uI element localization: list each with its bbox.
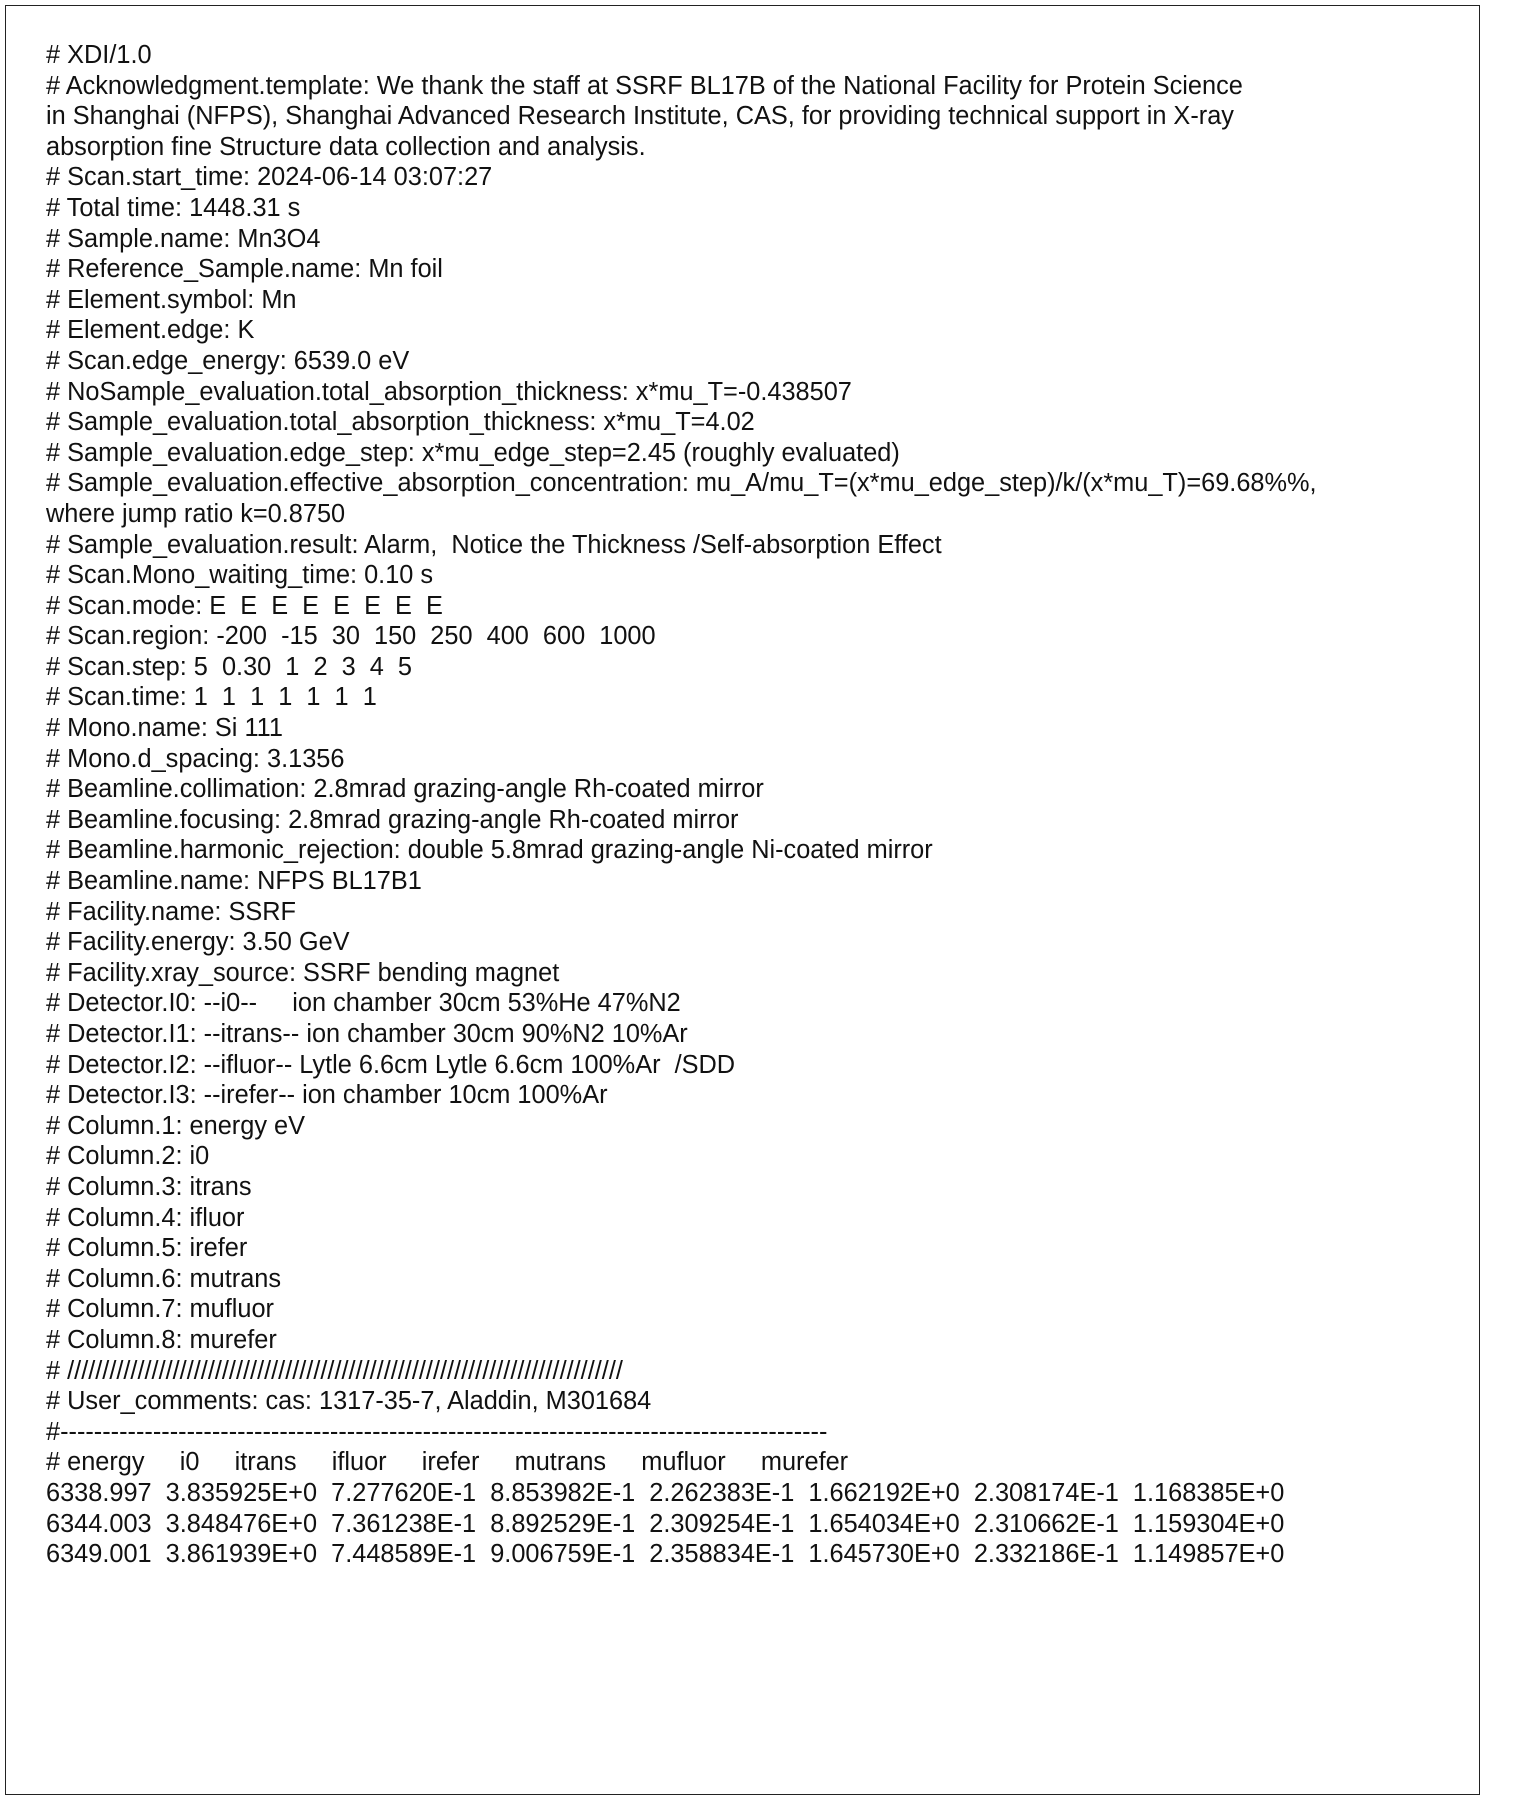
text-line: # energy i0 itrans ifluor irefer mutrans mufluor murefer — [46, 1448, 849, 1477]
text-line: 6349.001 3.861939E+0 7.448589E-1 9.006759E-1 2.358834E-1 1.645730E+0 2.332186E-1 1.149857E+0 — [46, 1540, 1285, 1569]
text-line: # Column.4: ifluor — [46, 1203, 245, 1232]
text-line: # Sample.name: Mn3O4 — [46, 224, 321, 253]
text-line: # Mono.name: Si 111 — [46, 714, 283, 743]
text-line: #------------------------------------------------------------------------------------------- — [46, 1417, 828, 1446]
text-line: # User_comments: cas: 1317-35-7, Aladdin, M301684 — [46, 1387, 652, 1416]
text-line: # Element.symbol: Mn — [46, 285, 297, 314]
text-line: # /////////////////////////////////////////////////////////////////////////////// — [46, 1356, 623, 1385]
text-line: # Scan.start_time: 2024-06-14 03:07:27 — [46, 163, 493, 192]
text-line: # Beamline.collimation: 2.8mrad grazing-angle Rh-coated mirror — [46, 775, 764, 804]
text-line: # XDI/1.0 — [46, 41, 152, 69]
text-line: # Scan.step: 5 0.30 1 2 3 4 5 — [46, 652, 413, 681]
text-line: # Detector.I0: --i0-- ion chamber 30cm 53%He 47%N2 — [46, 989, 681, 1018]
text-line: 6338.997 3.835925E+0 7.277620E-1 8.853982E-1 2.262383E-1 1.662192E+0 2.308174E-1 1.168385E+0 — [46, 1478, 1285, 1507]
text-line: # Detector.I2: --ifluor-- Lytle 6.6cm Lytle 6.6cm 100%Ar /SDD — [46, 1050, 736, 1079]
text-line: in Shanghai (NFPS), Shanghai Advanced Research Institute, CAS, for providing technical support in X-ray — [46, 102, 1234, 131]
text-line: # Element.edge: K — [46, 316, 255, 345]
text-line: where jump ratio k=0.8750 — [46, 499, 346, 528]
text-line: # Sample_evaluation.total_absorption_thickness: x*mu_T=4.02 — [46, 408, 755, 437]
text-line: # Facility.name: SSRF — [46, 897, 297, 926]
text-line: # Column.2: i0 — [46, 1142, 210, 1171]
text-line: # Column.3: itrans — [46, 1172, 252, 1201]
text-line: # Beamline.harmonic_rejection: double 5.8mrad grazing-angle Ni-coated mirror — [46, 836, 933, 865]
text-line: # Sample_evaluation.effective_absorption_concentration: mu_A/mu_T=(x*mu_edge_step)/k/(x*mu_T)=69.68%%, — [46, 469, 1317, 498]
text-line: # Scan.time: 1 1 1 1 1 1 1 — [46, 683, 377, 712]
document-frame — [5, 5, 1480, 1795]
text-line: # Facility.xray_source: SSRF bending magnet — [46, 958, 560, 987]
text-line: # Facility.energy: 3.50 GeV — [46, 928, 350, 957]
text-line: # Beamline.name: NFPS BL17B1 — [46, 867, 422, 896]
text-line: # Acknowledgment.template: We thank the staff at SSRF BL17B of the National Facility for Protein Science — [46, 71, 1243, 100]
text-line: # Beamline.focusing: 2.8mrad grazing-angle Rh-coated mirror — [46, 805, 739, 834]
text-line: # Sample_evaluation.edge_step: x*mu_edge_step=2.45 (roughly evaluated) — [46, 438, 900, 467]
text-line: # Total time: 1448.31 s — [46, 193, 301, 222]
text-line: # Scan.mode: E E E E E E E E — [46, 591, 443, 620]
text-line: # Scan.edge_energy: 6539.0 eV — [46, 346, 410, 375]
text-line: # Sample_evaluation.result: Alarm, Notice the Thickness /Self-absorption Effect — [46, 530, 942, 559]
text-line: absorption fine Structure data collection and analysis. — [46, 132, 646, 161]
text-line: # Column.5: irefer — [46, 1234, 248, 1263]
text-line: # Column.6: mutrans — [46, 1264, 282, 1293]
text-line: # NoSample_evaluation.total_absorption_thickness: x*mu_T=-0.438507 — [46, 377, 852, 406]
text-line: # Column.1: energy eV — [46, 1111, 306, 1140]
xdi-file-text — [46, 40, 1476, 1570]
text-line: # Detector.I1: --itrans-- ion chamber 30cm 90%N2 10%Ar — [46, 1020, 688, 1048]
text-line: # Column.7: mufluor — [46, 1295, 275, 1324]
text-line: # Scan.Mono_waiting_time: 0.10 s — [46, 561, 434, 590]
text-line: # Mono.d_spacing: 3.1356 — [46, 744, 345, 773]
text-line: # Reference_Sample.name: Mn foil — [46, 255, 443, 284]
text-line: # Scan.region: -200 -15 30 150 250 400 600 1000 — [46, 622, 656, 651]
text-line: # Detector.I3: --irefer-- ion chamber 10cm 100%Ar — [46, 1081, 608, 1110]
text-line: # Column.8: murefer — [46, 1325, 277, 1354]
text-line: 6344.003 3.848476E+0 7.361238E-1 8.892529E-1 2.309254E-1 1.654034E+0 2.310662E-1 1.159304E+0 — [46, 1509, 1285, 1538]
